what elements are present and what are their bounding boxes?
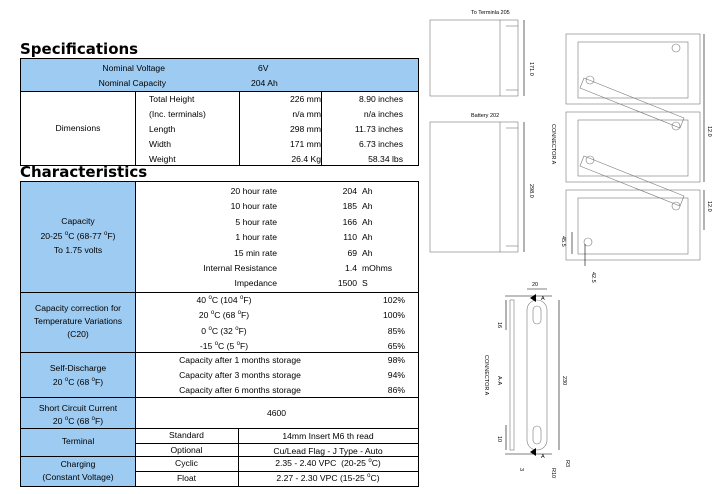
short-circuit-label: Short Circuit Current bbox=[38, 403, 118, 413]
nominal-voltage-value: 6V bbox=[258, 63, 269, 73]
capacity-temp-label: 20-25 $^o$C (68-77 $^o$F) bbox=[40, 231, 116, 241]
capacity-rate-value: 1500 bbox=[337, 278, 357, 289]
top-view-label: To Terminla 205 bbox=[471, 10, 510, 16]
connector-dim-2: 12.0 bbox=[706, 201, 712, 212]
strap-arrow-bottom: A bbox=[541, 454, 545, 460]
charging-cyclic-label: Cyclic bbox=[175, 458, 198, 468]
connector-strap-1 bbox=[580, 78, 684, 128]
capacity-rate-name: Internal Resistance bbox=[203, 263, 277, 273]
temp-correction-label-3: (C20) bbox=[67, 329, 89, 339]
capacity-rate-value: 185 bbox=[342, 201, 357, 212]
dimensions-label: Dimensions bbox=[55, 123, 101, 133]
connector-strap-flat bbox=[527, 300, 547, 450]
top-view-dimension: 171.0 bbox=[528, 62, 534, 76]
strap-r10-dim: R10 bbox=[550, 468, 556, 479]
charging-label: Charging bbox=[60, 459, 96, 469]
short-circuit-value: 4600 bbox=[266, 408, 287, 418]
characteristics-heading: Characteristics bbox=[20, 163, 148, 181]
capacity-rate-name: 20 hour rate bbox=[230, 186, 277, 196]
dimension-name: (Inc. terminals) bbox=[149, 109, 206, 119]
strap-section-label: A-A bbox=[496, 376, 502, 386]
connector-dim-1: 12.0 bbox=[706, 126, 712, 137]
capacity-rate-value: 69 bbox=[347, 247, 357, 258]
capacity-rate-unit: S bbox=[362, 278, 368, 289]
capacity-rate-unit: Ah bbox=[362, 216, 373, 227]
specifications-heading: Specifications bbox=[20, 40, 139, 58]
temp-correction-label-2: Temperature Variations bbox=[33, 316, 123, 326]
strap-length-dim: 230 bbox=[561, 376, 567, 386]
self-discharge-label: Self-Discharge bbox=[49, 363, 107, 373]
nominal-capacity-value: 204 Ah bbox=[251, 78, 278, 88]
strap-thickness-dim: 3 bbox=[518, 468, 524, 472]
dimension-metric: 298 mm bbox=[289, 124, 321, 134]
terminal-optional-value: Cu/Lead Flag - J Type - Auto bbox=[273, 446, 383, 456]
strap-bottom-dim: 10 bbox=[496, 436, 502, 443]
capacity-rate-name: 10 hour rate bbox=[230, 201, 277, 212]
charging-float-label: Float bbox=[176, 473, 197, 483]
connector-label: CONNECTOR A bbox=[550, 124, 556, 165]
connector-dim-4: 42.5 bbox=[590, 272, 596, 283]
self-discharge-row-value: 98% bbox=[387, 355, 405, 365]
dimension-metric: 226 mm bbox=[289, 94, 321, 104]
battery-side-view bbox=[430, 122, 518, 252]
capacity-rate-unit: Ah bbox=[362, 201, 373, 212]
dimension-imperial: 58.34 lbs bbox=[368, 154, 403, 164]
capacity-label: Capacity bbox=[61, 216, 95, 226]
temp-correction-value: 100% bbox=[383, 310, 405, 321]
terminal-standard-value: 14mm Insert M6 th read bbox=[282, 431, 374, 441]
self-discharge-row-name: Capacity after 1 months storage bbox=[179, 355, 301, 365]
connector-dim-3: 45.5 bbox=[560, 236, 566, 247]
strap-arrow-top: A bbox=[541, 296, 545, 302]
dimension-imperial: 11.73 inches bbox=[354, 124, 403, 134]
charging-cyclic-value: 2.35 - 2.40 VPC (20-25 $^o$C) bbox=[275, 458, 381, 468]
dimension-name: Width bbox=[149, 139, 171, 149]
capacity-rate-name: 5 hour rate bbox=[235, 216, 277, 227]
temp-correction-label-1: Capacity correction for bbox=[35, 303, 121, 313]
capacity-rate-unit: Ah bbox=[362, 247, 373, 258]
terminal-standard-label: Standard bbox=[169, 430, 204, 440]
capacity-rate-value: 166 bbox=[342, 216, 357, 227]
charging-float-value: 2.27 - 2.30 VPC (15-25 $^o$C) bbox=[276, 473, 380, 483]
capacity-rate-value: 204 bbox=[342, 186, 357, 196]
strap-r3-dim: R3 bbox=[564, 460, 570, 468]
terminal-label: Terminal bbox=[61, 436, 95, 446]
strap-top-dim: 16 bbox=[496, 322, 502, 329]
temp-correction-temp: 0 $^o$C (32 $^o$F) bbox=[201, 325, 247, 336]
characteristics-table bbox=[20, 181, 419, 487]
nominal-voltage-label: Nominal Voltage bbox=[102, 63, 165, 73]
nominal-capacity-label: Nominal Capacity bbox=[98, 78, 166, 88]
self-discharge-row-name: Capacity after 3 months storage bbox=[179, 370, 301, 380]
capacity-rate-name: 1 hour rate bbox=[235, 232, 277, 243]
connector-strap-section bbox=[510, 300, 514, 450]
side-view-label: Battery 202 bbox=[471, 113, 500, 119]
temp-correction-temp: 40 $^o$C (104 $^o$F) bbox=[196, 295, 252, 305]
cell-block-1 bbox=[566, 34, 700, 104]
cell-block-2 bbox=[566, 112, 700, 182]
specifications-table bbox=[20, 58, 419, 166]
capacity-rate-unit: Ah bbox=[362, 232, 373, 243]
temp-correction-temp: 20 $^o$C (68 $^o$F) bbox=[198, 310, 250, 321]
capacity-rate-unit: mOhms bbox=[362, 263, 393, 273]
side-view-dimension: 298.0 bbox=[528, 184, 534, 198]
temp-correction-value: 85% bbox=[387, 325, 405, 336]
capacity-rate-name: 15 min rate bbox=[234, 247, 277, 258]
dimension-name: Total Height bbox=[149, 94, 195, 104]
strap-connector-label: CONNECTOR A bbox=[483, 355, 489, 396]
dimension-imperial: 6.73 inches bbox=[359, 139, 403, 149]
dimension-imperial: 8.90 inches bbox=[359, 94, 403, 104]
capacity-voltage-label: To 1.75 volts bbox=[53, 245, 103, 255]
capacity-rate-unit: Ah bbox=[362, 186, 373, 196]
dimension-imperial: n/a inches bbox=[363, 109, 403, 119]
self-discharge-row-name: Capacity after 6 months storage bbox=[179, 385, 301, 395]
temp-correction-temp: -15 $^o$C (5 $^o$F) bbox=[199, 340, 249, 351]
dimension-name: Length bbox=[149, 124, 176, 134]
temp-correction-value: 65% bbox=[387, 340, 405, 351]
self-discharge-temp-label: 20 $^o$C (68 $^o$F) bbox=[52, 377, 104, 387]
dimension-metric: 26.4 Kg bbox=[291, 154, 321, 164]
cell-block-3 bbox=[566, 190, 700, 260]
technical-drawing bbox=[420, 0, 719, 494]
capacity-rate-value: 110 bbox=[343, 232, 357, 243]
dimension-name: Weight bbox=[149, 154, 176, 164]
temp-correction-value: 102% bbox=[383, 295, 405, 305]
terminal-optional-label: Optional bbox=[170, 445, 203, 455]
battery-top-view bbox=[430, 20, 518, 96]
charging-mode-label: (Constant Voltage) bbox=[42, 472, 114, 482]
dimension-metric: 171 mm bbox=[289, 139, 321, 149]
short-circuit-temp-label: 20 $^o$C (68 $^o$F) bbox=[52, 416, 104, 426]
capacity-rate-value: 1.4 bbox=[345, 263, 357, 273]
strap-width-dim: 20 bbox=[532, 282, 539, 288]
self-discharge-row-value: 94% bbox=[387, 370, 405, 380]
dimension-metric: n/a mm bbox=[292, 109, 321, 119]
connector-strap-2 bbox=[580, 156, 684, 206]
self-discharge-row-value: 86% bbox=[387, 385, 405, 395]
capacity-rate-name: Impedance bbox=[234, 278, 277, 289]
